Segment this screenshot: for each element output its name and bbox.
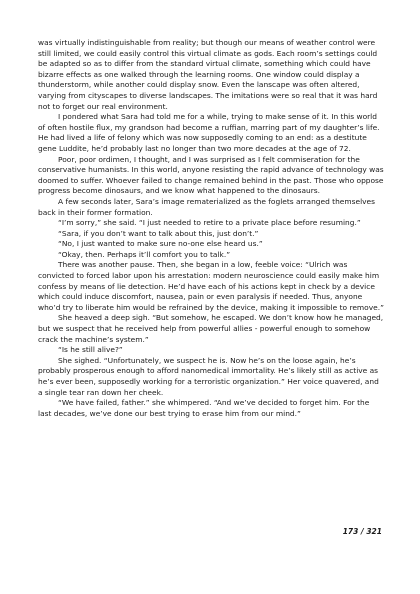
paragraph: “No, I just wanted to make sure no-one else heard us.”	[58, 239, 263, 249]
paragraph: “Sara, if you don’t want to talk about this, just don’t.”	[58, 228, 259, 238]
paragraph: She heaved a deep sigh. “But somehow, he escaped. We don’t know how he managed, but we suspect that he received help from powerful allies - powerful enough to somehow crack the machine’s system.”	[38, 313, 384, 344]
paragraph: “I’m sorry,” she said. “I just needed to retire to a private place before resuming.”	[58, 218, 361, 228]
paragraph: She sighed. “Unfortunately, we suspect he is. Now he’s on the loose again, he’s probably prosperous enough to afford nanomedical immortality. He’s likely still as active as he’s ever been, supposedly working for a terroristic organization.” Her voice quavered, and a single tear ran down her cheek.	[38, 355, 379, 397]
paragraph: Poor, poor ordimen, I thought, and I was surprised as I felt commiseration for the conservative humanists. In this world, anyone resisting the rapid advance of technology was doomed to suffer. Whoever failed to change remained behind in the past. Those who oppose progress become dinosaurs, and we know what happened to the dinosaurs.	[38, 154, 384, 196]
body-text	[38, 38, 384, 419]
page-number: 173 / 321	[342, 527, 382, 536]
paragraph: “Okay, then. Perhaps it’ll comfort you to talk.”	[58, 249, 231, 259]
paragraph: “Is he still alive?”	[58, 345, 123, 355]
paragraph: was virtually indistinguishable from reality; but though our means of weather control were still limited, we could easily control this virtual climate as gods. Each room’s settings could be adapted so as to differ from the standard virtual climate, something which could have bizarre effects as one walked through the learning rooms. One window could display a thunderstorm, while another could display snow. Even the lanscape was often altered, varying from cityscapes to diverse landscapes. The imitations were so real that it was hard not to forget our real environment.	[38, 38, 378, 111]
paragraph: I pondered what Sara had told me for a while, trying to make sense of it. In this world of often hostile flux, my grandson had become a ruffian, marring part of my daughter’s life. He had lived a life of felony which was now supposedly coming to an end: as a destitute gene Luddite, he’d probably last no longer than two more decades at the age of 72.	[38, 112, 380, 153]
paragraph: A few seconds later, Sara’s image rematerialized as the foglets arranged themselves back in their former formation.	[38, 196, 376, 217]
paragraph: There was another pause. Then, she began in a low, feeble voice: “Ulrich was convicted to forced labor upon his arrestation: modern neuroscience could easily make him confess by means of lie detection. He’d have each of his actions kept in check by a device which could induce discomfort, nausea, pain or even paralysis if needed. Thus, anyone who’d try to liberate him would be refrained by the device, making it impossible to remove.”	[38, 260, 384, 312]
paragraph: “We have failed, father.” she whimpered. “And we’ve decided to forget him. For the last decades, we’ve done our best trying to erase him from our mind.”	[38, 398, 370, 418]
